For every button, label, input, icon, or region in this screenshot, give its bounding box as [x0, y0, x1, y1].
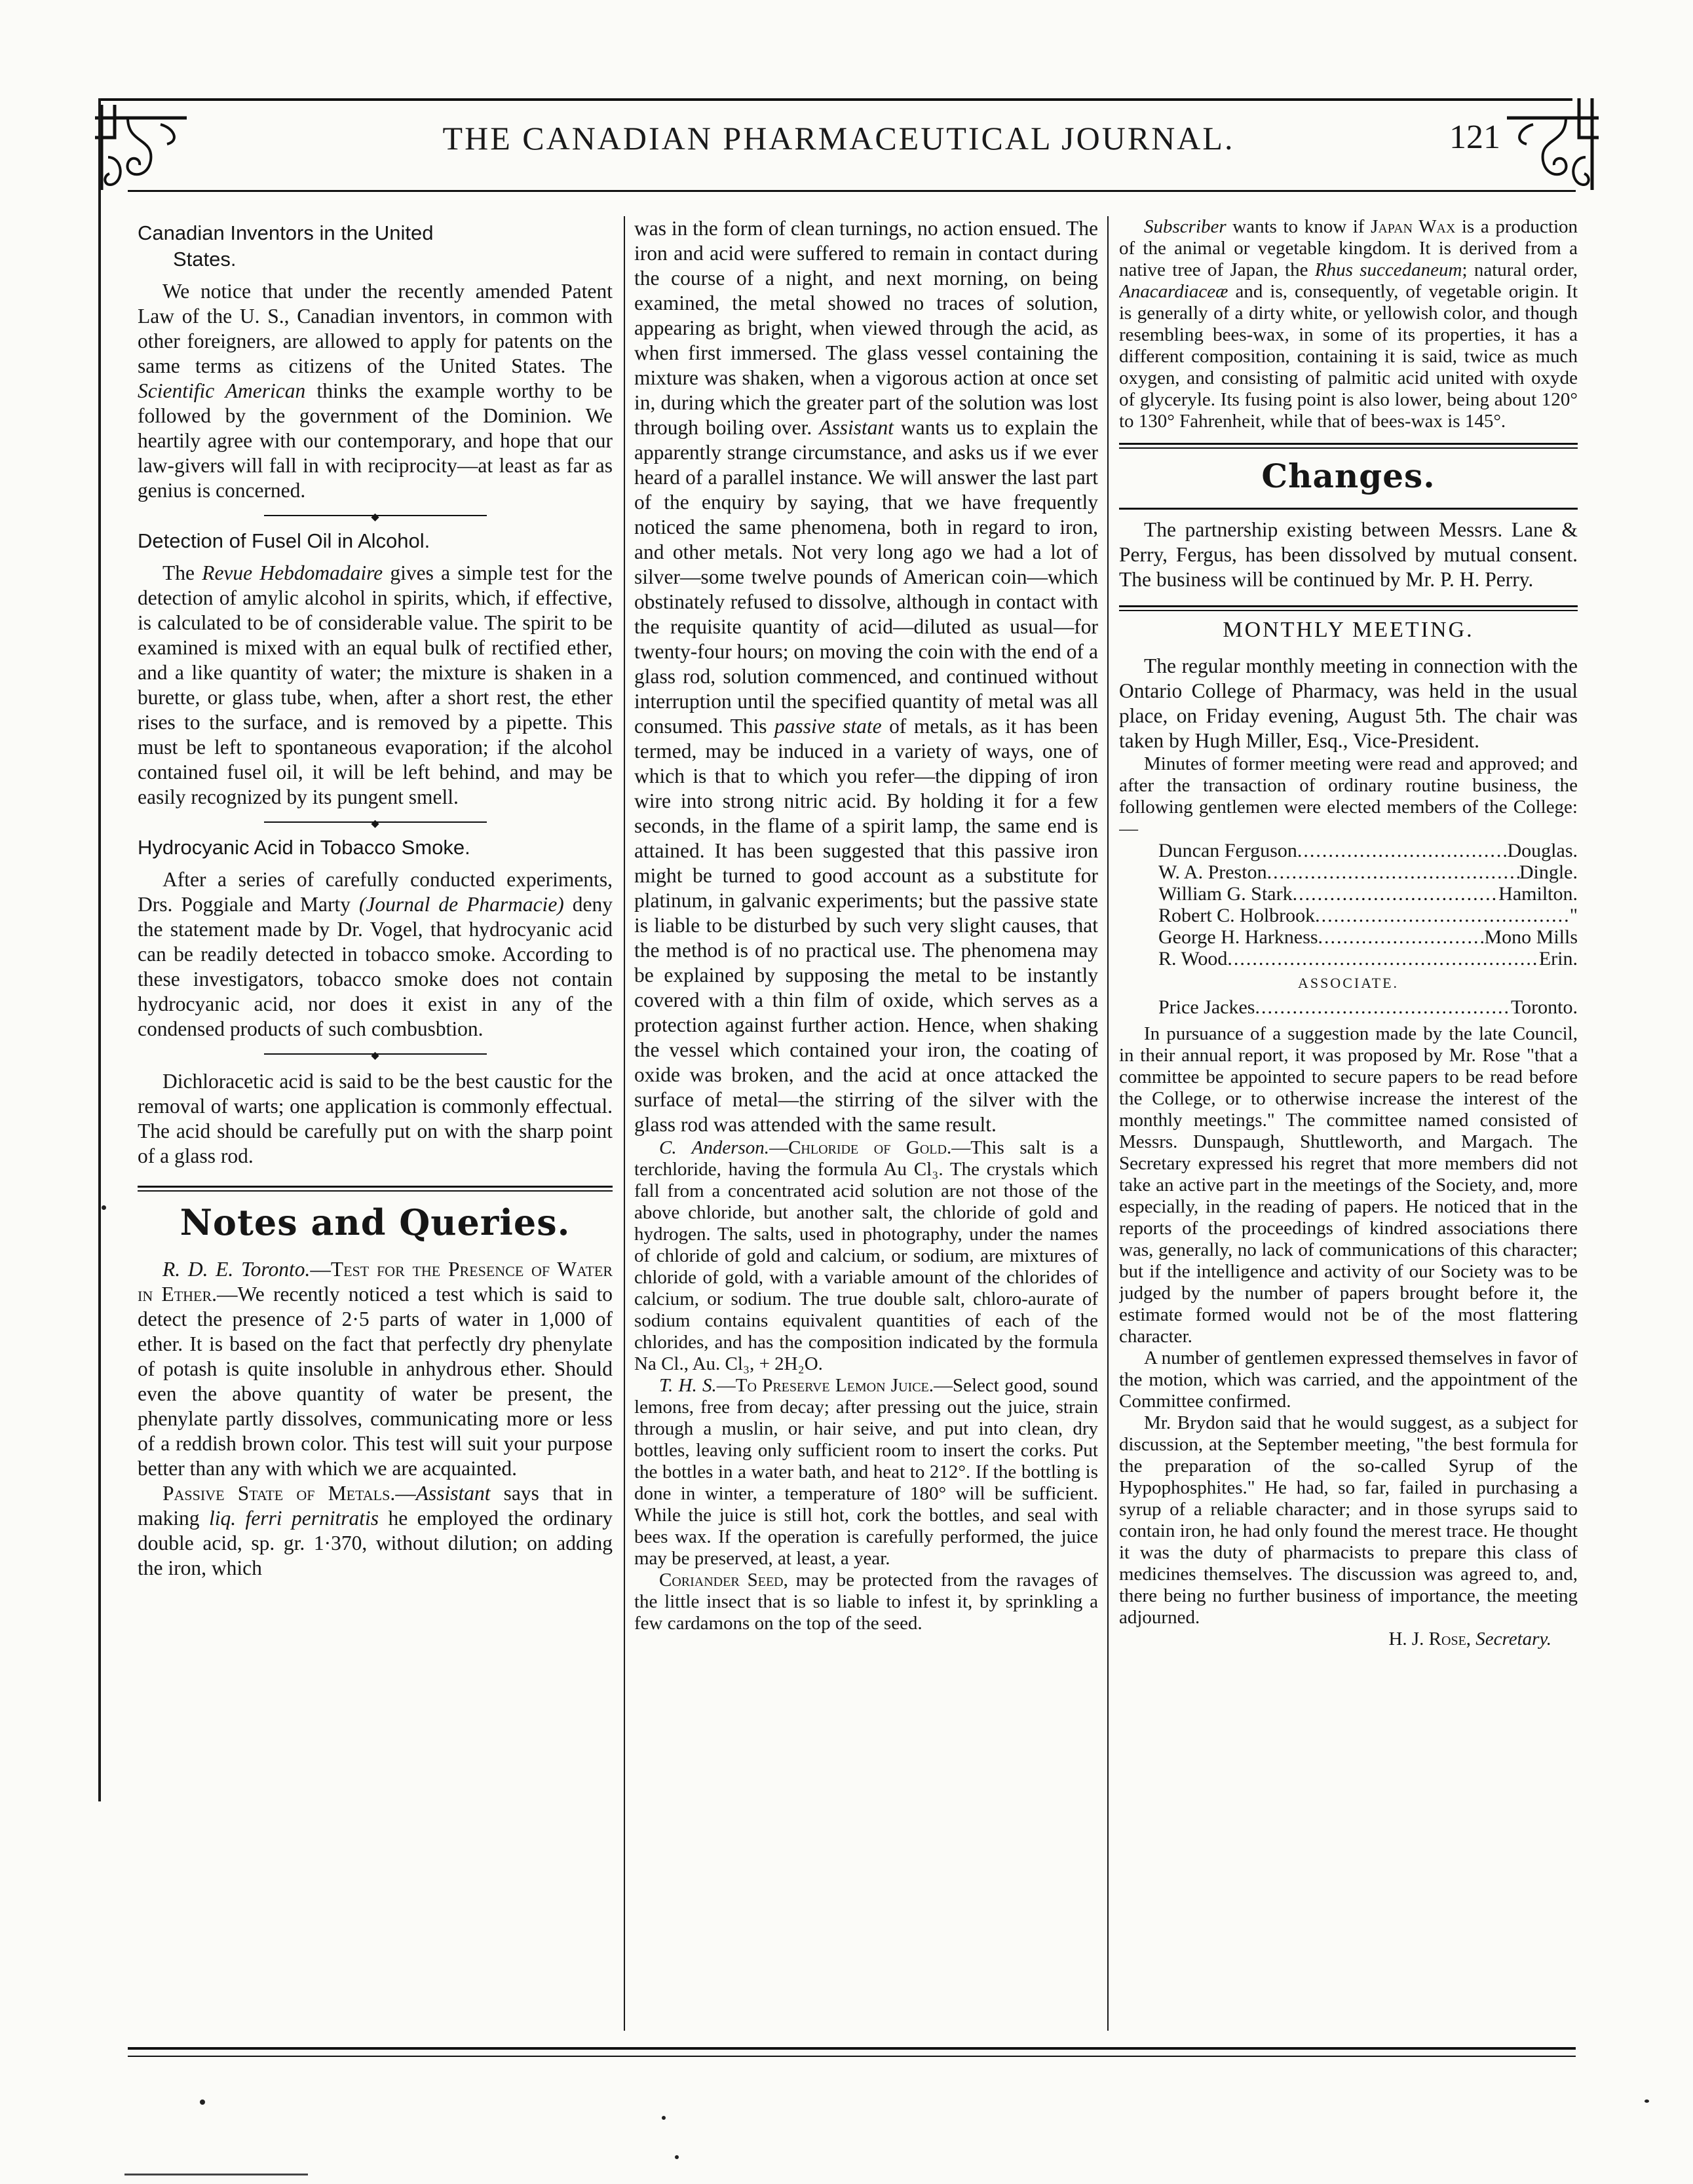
- associate-list: [1158, 996, 1578, 1018]
- roster-name: George H. Harkness: [1158, 926, 1318, 948]
- query-paragraph: Passive State of Metals.—Assistant says that in making liq. ferri pernitratis he employed the ordinary double acid, sp. gr. 1·370, without dilution; on adding the iron, which: [138, 1482, 613, 1579]
- roster-name: Duncan Ferguson: [1158, 840, 1297, 861]
- roster-place: Douglas.: [1507, 840, 1578, 861]
- query-paragraph: Coriander Seed, may be protected from the ravages of the little insect that is so liable to infest it, by sprinkling a few cardamons on the top of the seed.: [634, 1570, 1098, 1634]
- header-top-rule: [98, 98, 1572, 101]
- article-paragraph: Minutes of former meeting were read and approved; and after the transaction of ordinary routine business, the following gentlemen were elected members of the College:—: [1119, 753, 1578, 839]
- roster-row: [1158, 883, 1578, 905]
- leader-dots: [1315, 905, 1570, 926]
- roster-row: [1158, 926, 1578, 948]
- left-ornament-icon: [88, 98, 193, 197]
- query-paragraph: was in the form of clean turnings, no action ensued. The iron and acid were suffered to remain in contact during the course of a night, and next morning, on being examined, the metal showed no traces of solution, appearing as bright, when viewed through the acid, as when first immersed. The glass vessel containing the mixture was shaken, when a vigorous action at once set in, during which the greater part of the solution was lost through boiling over. Assistant wants us to explain the apparently strange circumstance, and asks us if we ever heard of a parallel instance. We will answer the last part of the enquiry by saying, that we have frequently noticed the same phenomena, both in regard to iron, and other metals. Not very long ago we had a lot of silver—some twelve pounds of American coin—which obstinately refused to dissolve, although in contact with the requisite quantity of acid—diluted as usual—for twenty-four hours; on moving the coin with the end of a glass rod, solution commenced, and continued without interruption until the specified quantity of metal was all consumed. This passive state of metals, as it has been termed, may be induced in a variety of ways, one of which is that to which you refer—the dipping of iron wire into strong nitric acid. By holding it for a few seconds, in the flame of a spirit lamp, the same end is attained. It has been suggested that this passive iron might be turned to good account as a substitute for platinum, in galvanic experiments; but the passive state is liable to be disturbed by such very slight causes, that the method is of no practical use. The phenomena may be explained by supposing the metal to be instantly covered with a thin film of oxide, which serves as a protection against further action. Hence, when shaking the vessel which contained your iron, the coating of oxide was broken, and the acid at once attacked the surface of metal—the stirring of the silver with the glass rod was attended with the same result.: [634, 217, 1098, 1136]
- article-paragraph: A number of gentlemen expressed themselves in favor of the motion, which was carried, and the appointment of the Committee confirmed.: [1119, 1347, 1578, 1412]
- roster-name: Robert C. Holbrook: [1158, 905, 1316, 926]
- print-speck: [102, 1205, 106, 1210]
- column-rule-2: [1107, 216, 1109, 2031]
- roster-place: Mono Mills: [1484, 926, 1578, 948]
- footer-rule: [128, 2056, 1576, 2057]
- section-rule: [138, 1186, 613, 1192]
- roster-place: ": [1569, 905, 1578, 926]
- article-heading: Hydrocyanic Acid in Tobacco Smoke.: [138, 836, 470, 859]
- separator-rule: [264, 821, 487, 823]
- section-title: Notes and Queries.: [180, 1201, 571, 1243]
- right-ornament-icon: [1500, 92, 1605, 197]
- column-2: [634, 216, 1098, 2050]
- roster-name: Price Jackes: [1158, 996, 1255, 1018]
- query-paragraph: Subscriber wants to know if Japan Wax is a production of the animal or vegetable kingdom. It is derived from a native tree of Japan, the Rhus succedaneum; natural order, Anacardiaceæ and is, consequently, of vegetable origin. It is generally of a dirty white, or yellowish color, and though resembling bees-wax, in some of its properties, it has a different composition, containing it is said, twice as much oxygen, and consisting of palmitic acid united with oxyde of glyceryle. Its fusing point is also lower, being about 120° to 130° Fahrenheit, while that of bees-wax is 145°.: [1119, 216, 1578, 432]
- page-number: 121: [1449, 119, 1500, 156]
- section-rule: [1119, 605, 1578, 611]
- column-rule-1: [624, 216, 625, 2031]
- print-speck: [1645, 2099, 1649, 2103]
- roster-row: [1158, 948, 1578, 970]
- print-speck: [675, 2155, 679, 2159]
- section-title: MONTHLY MEETING.: [1223, 618, 1474, 642]
- article-paragraph: The regular monthly meeting in connection with the Ontario College of Pharmacy, was held in the usual place, on Friday evening, August 5th. The chair was taken by Hugh Miller, Esq., Vice-President.: [1119, 654, 1578, 752]
- section-rule: [1119, 443, 1578, 449]
- article-paragraph: After a series of carefully conducted experiments, Drs. Poggiale and Marty (Journal de Pharmacie) deny the statement made by Dr. Vogel, that hydrocyanic acid can be readily detected in tobacco smoke. According to these investigators, tobacco smoke does not contain hydrocyanic acid, nor does it exist in any of the condensed products of such combusbtion.: [138, 868, 613, 1040]
- roster-row: [1158, 840, 1578, 861]
- roster-name: W. A. Preston: [1158, 861, 1267, 883]
- separator-rule: [264, 1053, 487, 1055]
- query-paragraph: T. H. S.—To Preserve Lemon Juice.—Select good, sound lemons, free from decay; after pressing out the juice, strain through a muslin, or hair seive, and put into clean, dry bottles, leaving only sufficient room to insert the corks. Put the bottles in a water bath, and heat to 212°. If the bottling is done in winter, a temperature of 180° will be sufficient. While the juice is still hot, cork the bottles, and seal with bees wax. If the operation is carefully performed, the juice may be preserved, at least, a year.: [634, 1375, 1098, 1569]
- roster-place: Dingle.: [1519, 861, 1578, 883]
- roster-row: [1158, 996, 1578, 1018]
- query-paragraph: R. D. E. Toronto.—Test for the Presence of Water in Ether.—We recently noticed a test which is said to detect the presence of 2·5 parts of water in 1,000 of ether. It is based on the fact that perfectly dry phenylate of potash is quite insoluble in anhydrous ether. Should even the above quantity of water be present, the phenylate partly dissolves, communicating more or less of a reddish brown color. This test will suit your purpose better than any with which we are acquainted.: [138, 1258, 613, 1480]
- running-head: THE CANADIAN PHARMACEUTICAL JOURNAL.: [442, 120, 1235, 157]
- roster-place: Hamilton.: [1498, 883, 1578, 905]
- leader-dots: [1267, 861, 1519, 883]
- header-bottom-rule: [128, 190, 1576, 192]
- roster-place: Toronto.: [1510, 996, 1578, 1018]
- roster-row: [1158, 905, 1578, 926]
- article-paragraph: The Revue Hebdomadaire gives a simple test for the detection of amylic alcohol in spirits, which, if effective, is calculated to be of considerable value. The spirit to be examined is mixed with an equal bulk of rectified ether, and a like quantity of water; the mixture is shaken in a burette, or glass tube, when, after a short rest, the ether rises to the surface, and is removed by a pipette. This must be left to spontaneous evaporation; if the alcohol contained fusel oil, it will be left behind, and may be easily recognized by its pungent smell.: [138, 561, 613, 808]
- print-speck: [662, 2116, 666, 2120]
- leader-dots: [1293, 883, 1499, 905]
- leader-dots: [1255, 996, 1511, 1018]
- section-title: Changes.: [1261, 457, 1436, 495]
- signature: H. J. Rose, Secretary.: [1388, 1629, 1551, 1649]
- outer-left-rule: [98, 98, 101, 1801]
- footer-rule: [128, 2047, 1576, 2050]
- roster-row: [1158, 861, 1578, 883]
- column-1: [138, 216, 613, 2050]
- member-list: [1158, 840, 1578, 970]
- article-paragraph: Dichloracetic acid is said to be the best caustic for the removal of warts; one application is commonly effectual. The acid should be carefully put on with the sharp point of a glass rod.: [138, 1070, 613, 1167]
- article-paragraph: In pursuance of a suggestion made by the late Council, in their annual report, it was proposed by Mr. Rose "that a committee be appointed to secure papers to be read before the College, or to otherwise increase the interest of the monthly meetings." The committee named consisted of Messrs. Dunspaugh, Shuttleworth, and Margach. The Secretary expressed his regret that more members did not take an active part in the meetings of the Society, and, more especially, in the reading of papers. He noticed that in the reports of the proceedings of kindred associations there was, generally, no lack of communications of this character; but if the intelligence and activity of our Society was to be judged by the number of papers brought before it, the estimate formed would not be of the most flattering character.: [1119, 1023, 1578, 1347]
- print-speck: [124, 2174, 308, 2175]
- article-paragraph: Mr. Brydon said that he would suggest, as a subject for discussion, at the September meeting, "the best formula for the preparation of the so-called Syrup of the Hypophosphites." He had, so far, failed in purchasing a syrup of a reliable character; and in those syrups said to contain iron, he had only found the merest trace. He thought it was the duty of pharmacists to prepare this class of medicines themselves. The discussion was agreed to, and, there being no further business of importance, the meeting adjourned.: [1119, 1412, 1578, 1628]
- roster-name: William G. Stark: [1158, 883, 1293, 905]
- column-3: [1119, 216, 1578, 2050]
- roster-name: R. Wood: [1158, 948, 1228, 970]
- leader-dots: [1297, 840, 1508, 861]
- query-paragraph: C. Anderson.—Chloride of Gold.—This salt is a terchloride, having the formula Au Cl₃. The crystals which fall from a concentrated acid solution are not those of the above chloride, but another salt, the chloride of gold and hydrogen. The salts, used in photography, under the names of chloride of gold and calcium, or sodium, are mixtures of chloride of gold, with a variable amount of the chlorides of calcium, or sodium. The true double salt, chloro-aurate of sodium contains equivalent quantities of each of the chlorides, and has the composition indicated by the formula Na Cl., Au. Cl₃, + 2H₂O.: [634, 1137, 1098, 1374]
- article-heading: Detection of Fusel Oil in Alcohol.: [138, 529, 430, 552]
- print-speck: [200, 2099, 205, 2105]
- article-paragraph: We notice that under the recently amended Patent Law of the U. S., Canadian inventors, in common with other foreigners, are allowed to apply for patents on the same terms as citizens of the United States. The Scientific American thinks the example worthy to be followed by the government of the Dominion. We heartily agree with our contemporary, and hope that our law-givers will fall in with reciprocity—at least as far as genius is concerned.: [138, 280, 613, 502]
- article-paragraph: The partnership existing between Messrs. Lane & Perry, Fergus, has been dissolved by mutual consent. The business will be continued by Mr. P. H. Perry.: [1119, 518, 1578, 591]
- leader-dots: [1227, 948, 1538, 970]
- article-heading: Canadian Inventors in the United States.: [138, 221, 434, 271]
- roster-place: Erin.: [1538, 948, 1578, 970]
- section-rule: [1119, 508, 1578, 510]
- leader-dots: [1318, 926, 1485, 948]
- associate-label: ASSOCIATE.: [1297, 975, 1399, 991]
- separator-rule: [264, 515, 487, 516]
